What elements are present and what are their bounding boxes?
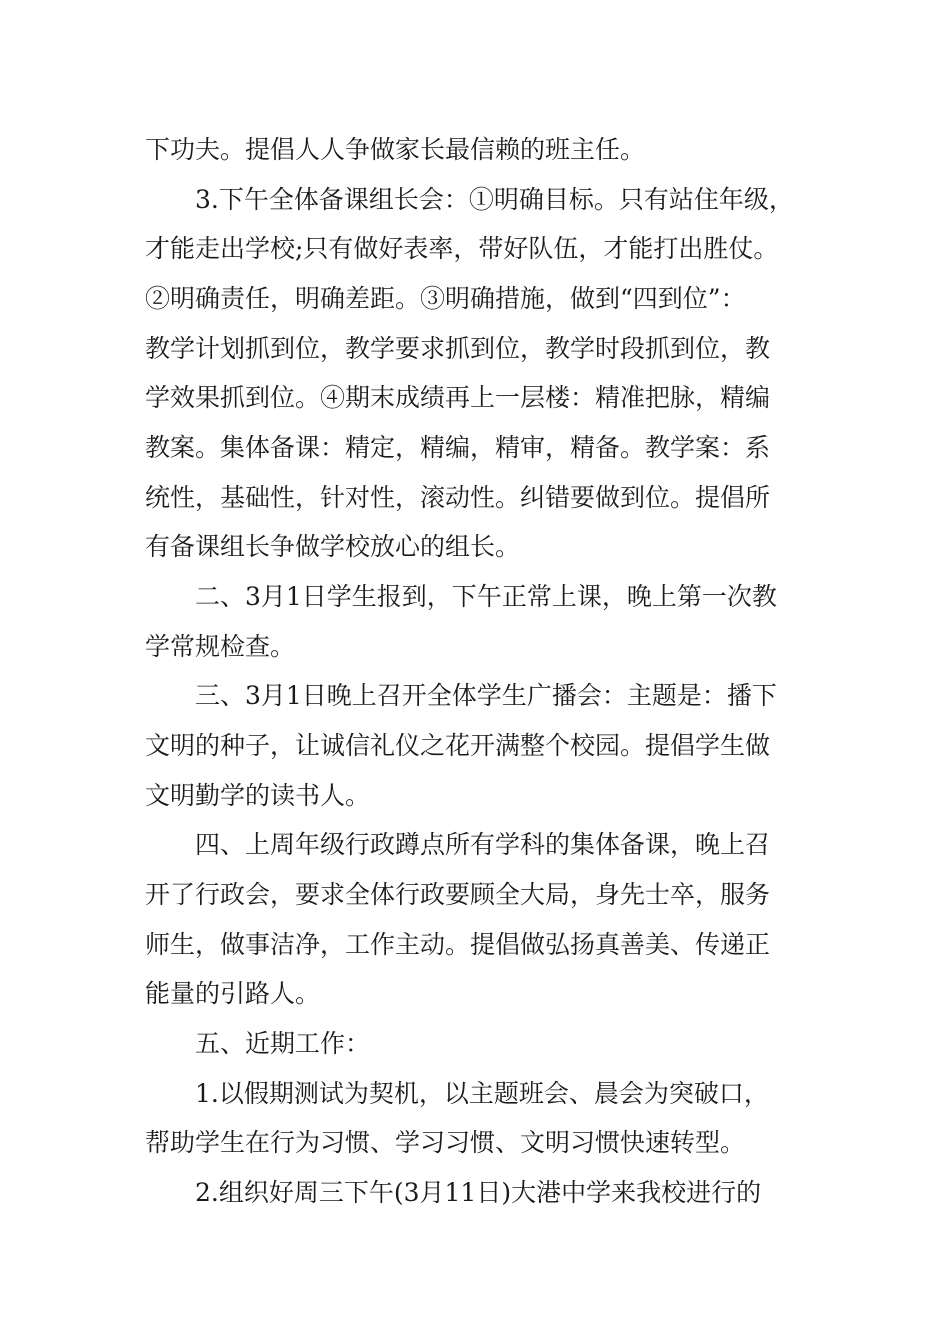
text-line: 三、3月1日晚上召开全体学生广播会：主题是：播下 [195, 681, 777, 710]
text-line: 能量的引路人。 [145, 979, 321, 1008]
text-line: 帮助学生在行为习惯、学习习惯、文明习惯快速转型。 [145, 1128, 746, 1157]
text-line: 有备课组长争做学校放心的组长。 [145, 532, 521, 561]
text-line: 1.以假期测试为契机，以主题班会、晨会为突破口， [195, 1079, 769, 1108]
text-line: 四、上周年级行政蹲点所有学科的集体备课，晚上召 [195, 830, 771, 859]
text-line: 文明的种子，让诚信礼仪之花开满整个校园。提倡学生做 [145, 731, 771, 760]
text-line: 教学计划抓到位，教学要求抓到位，教学时段抓到位，教 [145, 334, 771, 363]
text-line: 二、3月1日学生报到，下午正常上课，晚上第一次教 [195, 582, 777, 611]
text-line: 下功夫。提倡人人争做家长最信赖的班主任。 [145, 135, 646, 164]
text-line: 五、近期工作： [195, 1029, 371, 1058]
text-line: 文明勤学的读书人。 [145, 781, 371, 810]
text-line: 教案。集体备课：精定，精编，精审，精备。教学案：系 [145, 433, 771, 462]
text-line: 2.组织好周三下午(3月11日)大港中学来我校进行的 [195, 1178, 762, 1207]
text-line: 统性，基础性，针对性，滚动性。纠错要做到位。提倡所 [145, 483, 771, 512]
text-line: 学效果抓到位。④期末成绩再上一层楼：精准把脉，精编 [145, 383, 771, 412]
text-line: 学常规检查。 [145, 632, 296, 661]
text-line: 开了行政会，要求全体行政要顾全大局，身先士卒，服务 [145, 880, 771, 909]
text-line: 才能走出学校;只有做好表率，带好队伍，才能打出胜仗。 [145, 234, 779, 263]
text-line: 师生，做事洁净，工作主动。提倡做弘扬真善美、传递正 [145, 930, 771, 959]
text-line: ②明确责任，明确差距。③明确措施，做到“四到位”： [145, 284, 746, 313]
text-line: 3.下午全体备课组长会：①明确目标。只有站住年级， [195, 185, 794, 214]
